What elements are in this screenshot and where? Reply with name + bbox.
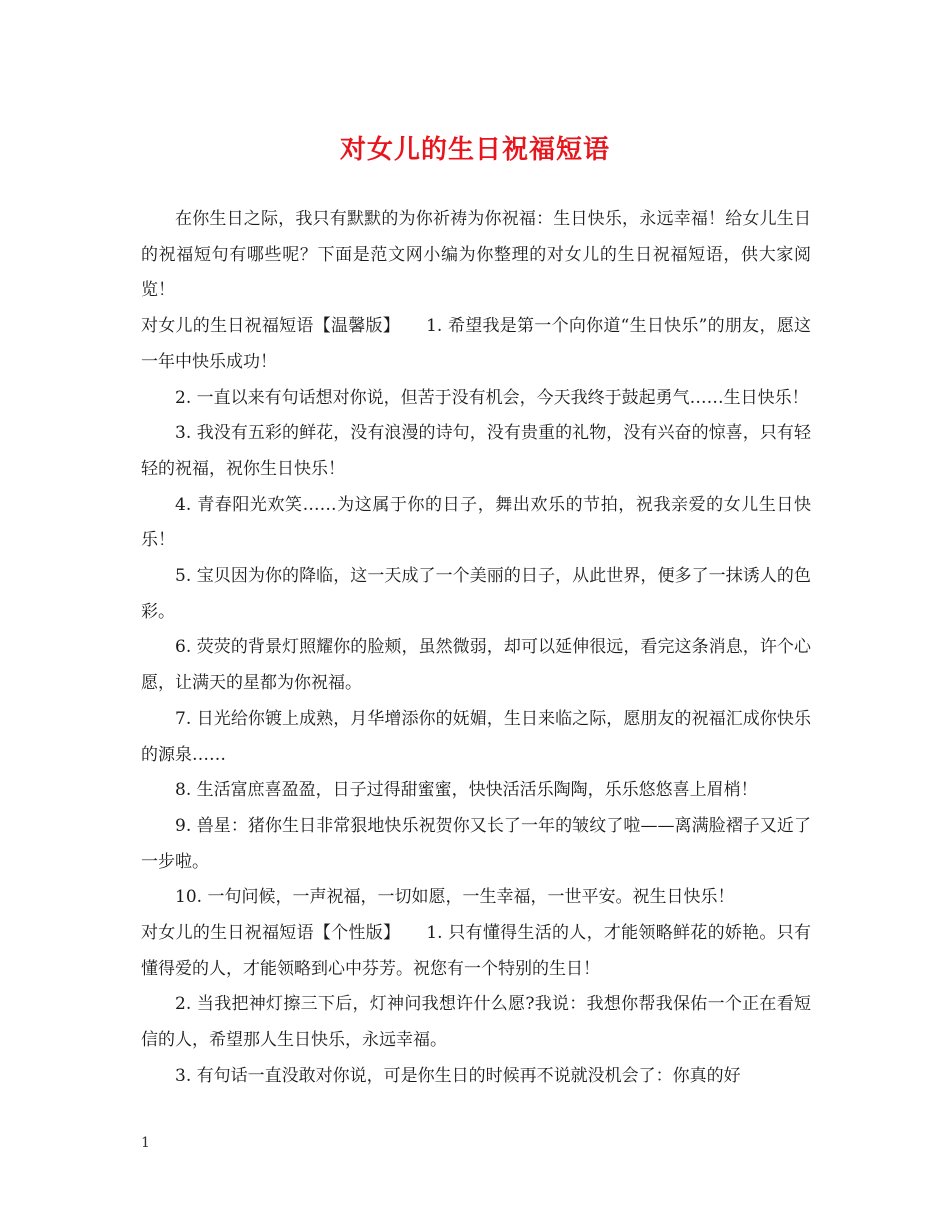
wish-item: 3. 我没有五彩的鲜花，没有浪漫的诗句，没有贵重的礼物，没有兴奋的惊喜，只有轻轻的祝福，祝你生日快乐！ [141, 423, 811, 479]
section-personal-heading-paragraph: 对女儿的生日祝福短语【个性版】 1. 只有懂得生活的人，才能领略鲜花的娇艳。只有懂得爱的人，才能领略到心中芬芳。祝您有一个特别的生日！ [141, 923, 811, 979]
wish-item: 10. 一句问候，一声祝福，一切如愿，一生幸福，一世平安。祝生日快乐！ [175, 887, 735, 908]
wish-item: 8. 生活富庶喜盈盈，日子过得甜蜜蜜，快快活活乐陶陶，乐乐悠悠喜上眉梢！ [175, 780, 758, 801]
document-body [141, 202, 811, 1095]
page-number: 1 [141, 1135, 150, 1151]
wish-item: 4. 青春阳光欢笑……为这属于你的日子，舞出欢乐的节拍，祝我亲爱的女儿生日快乐！ [141, 494, 811, 551]
wish-item: 2. 一直以来有句话想对你说，但苦于没有机会，今天我终于鼓起勇气……生日快乐！ [175, 387, 809, 408]
wish-item: 6. 荧荧的背景灯照耀你的脸颊，虽然微弱，却可以延伸很远，看完这条消息，许个心愿，让满天的星都为你祝福。 [141, 637, 811, 694]
intro-paragraph: 在你生日之际，我只有默默的为你祈祷为你祝福：生日快乐，永远幸福！给女儿生日的祝福短句有哪些呢？下面是范文网小编为你整理的对女儿的生日祝福短语，供大家阅览！ [141, 209, 811, 301]
wish-item: 9. 兽星：猪你生日非常狠地快乐祝贺你又长了一年的皱纹了啦——离满脸褶子又近了一步啦。 [141, 815, 811, 872]
section-warm-heading-paragraph: 对女儿的生日祝福短语【温馨版】 1. 希望我是第一个向你道“生日快乐”的朋友，愿这一年中快乐成功！ [141, 316, 811, 372]
wish-item: 3. 有句话一直没敢对你说，可是你生日的时候再不说就没机会了：你真的好 [175, 1065, 741, 1086]
wish-item: 2. 当我把神灯擦三下后，灯神问我想许什么愿?我说：我想你帮我保佑一个正在看短信的人，希望那人生日快乐，永远幸福。 [141, 994, 811, 1051]
wish-item: 5. 宝贝因为你的降临，这一天成了一个美丽的日子，从此世界，便多了一抹诱人的色彩。 [141, 566, 811, 622]
document-title: 对女儿的生日祝福短语 [339, 135, 610, 165]
wish-item: 7. 日光给你镀上成熟，月华增添你的妩媚，生日来临之际，愿朋友的祝福汇成你快乐的源泉…… [141, 708, 811, 765]
